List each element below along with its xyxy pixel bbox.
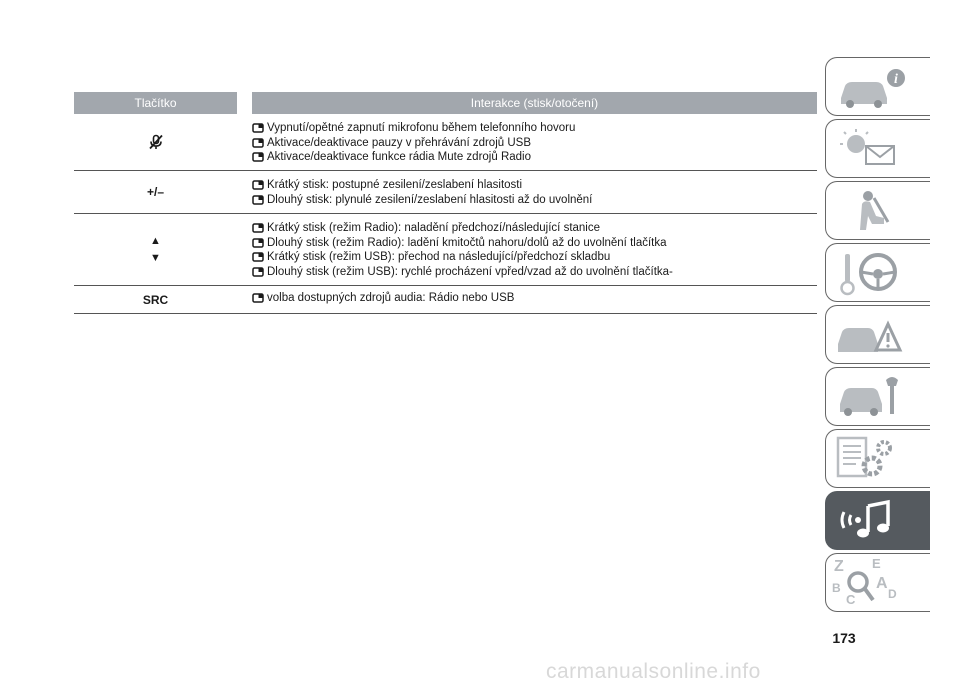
list-item: Aktivace/deaktivace pauzy v přehrávání zdrojů USB bbox=[252, 136, 817, 151]
alphabet-index-search-icon bbox=[826, 554, 930, 611]
page-ref-icon bbox=[252, 222, 265, 234]
table-row bbox=[74, 171, 817, 214]
tab-emergency[interactable] bbox=[825, 305, 930, 364]
tab-multimedia[interactable] bbox=[825, 491, 930, 550]
list-item: Krátký stisk (režim USB): přechod na následující/předchozí skladbu bbox=[252, 250, 817, 265]
tab-technical-data[interactable] bbox=[825, 429, 930, 488]
tab-index[interactable] bbox=[825, 553, 930, 612]
header-button-column: Tlačítko bbox=[74, 92, 237, 114]
list-item: Dlouhý stisk (režim Radio): ladění kmitočtů nahoru/dolů až do uvolnění tlačítka bbox=[252, 236, 817, 251]
page-number: 173 bbox=[832, 630, 856, 646]
seat-airbag-icon bbox=[826, 182, 930, 239]
key-cell bbox=[74, 286, 237, 313]
page-ref-icon bbox=[252, 137, 265, 149]
list-item: Vypnutí/opětné zapnutí mikrofonu během telefonního hovoru bbox=[252, 121, 817, 136]
tab-safety[interactable] bbox=[825, 181, 930, 240]
microphone-mute-icon bbox=[148, 134, 164, 150]
table-row bbox=[74, 214, 817, 286]
page-ref-icon bbox=[252, 194, 265, 206]
arrow-down-icon: ▼ bbox=[150, 251, 161, 264]
volume-key-label: +/– bbox=[146, 185, 164, 199]
items-cell bbox=[252, 171, 817, 213]
page-ref-icon bbox=[252, 266, 265, 278]
arrow-up-icon: ▲ bbox=[150, 234, 161, 247]
svg-text:Z: Z bbox=[834, 558, 844, 575]
list-item: Aktivace/deaktivace funkce rádia Mute zdrojů Radio bbox=[252, 150, 817, 165]
tab-starting-driving[interactable] bbox=[825, 243, 930, 302]
watermark: carmanualsonline.info bbox=[546, 660, 761, 683]
svg-text:D: D bbox=[888, 587, 897, 601]
list-item: volba dostupných zdrojů audia: Rádio nebo USB bbox=[252, 291, 817, 306]
list-item: Dlouhý stisk: plynulé zesilení/zeslabení hlasitosti až do uvolnění bbox=[252, 193, 817, 208]
src-key-label: SRC bbox=[142, 292, 169, 307]
svg-text:E: E bbox=[872, 556, 881, 571]
table-row bbox=[74, 286, 817, 314]
list-item: Krátký stisk: postupné zesilení/zeslabení hlasitosti bbox=[252, 178, 817, 193]
list-item: Dlouhý stisk (režim USB): rychlé procházení vpřed/vzad až do uvolnění tlačítka- bbox=[252, 265, 817, 280]
svg-text:i: i bbox=[894, 72, 898, 87]
key-steering-wheel-icon bbox=[826, 244, 930, 301]
page-ref-icon bbox=[252, 179, 265, 191]
tab-maintenance[interactable] bbox=[825, 367, 930, 426]
items-cell bbox=[252, 114, 817, 170]
page-ref-icon bbox=[252, 122, 265, 134]
dashboard-warning-icon bbox=[826, 120, 930, 177]
items-cell bbox=[252, 214, 817, 285]
header-interaction-column: Interakce (stisk/otočení) bbox=[252, 92, 817, 114]
key-cell bbox=[74, 171, 237, 213]
tab-dashboard[interactable] bbox=[825, 119, 930, 178]
page-ref-icon bbox=[252, 292, 265, 304]
key-cell bbox=[74, 214, 237, 285]
page-ref-icon bbox=[252, 237, 265, 249]
car-wrench-icon bbox=[826, 368, 930, 425]
page-ref-icon bbox=[252, 151, 265, 163]
svg-text:C: C bbox=[846, 592, 856, 607]
key-cell bbox=[74, 114, 237, 170]
svg-text:B: B bbox=[832, 581, 841, 595]
table-header bbox=[74, 92, 817, 114]
tab-car-info[interactable] bbox=[825, 57, 930, 116]
car-accident-icon bbox=[826, 306, 930, 363]
items-cell bbox=[252, 286, 817, 313]
table-row bbox=[74, 114, 817, 171]
specs-gear-icon bbox=[826, 430, 930, 487]
car-info-icon bbox=[826, 58, 930, 115]
list-item: Krátký stisk (režim Radio): naladění předchozí/následující stanice bbox=[252, 221, 817, 236]
music-note-signal-icon bbox=[826, 492, 930, 549]
page-ref-icon bbox=[252, 251, 265, 263]
svg-text:A: A bbox=[876, 575, 888, 592]
controls-table bbox=[74, 92, 817, 314]
